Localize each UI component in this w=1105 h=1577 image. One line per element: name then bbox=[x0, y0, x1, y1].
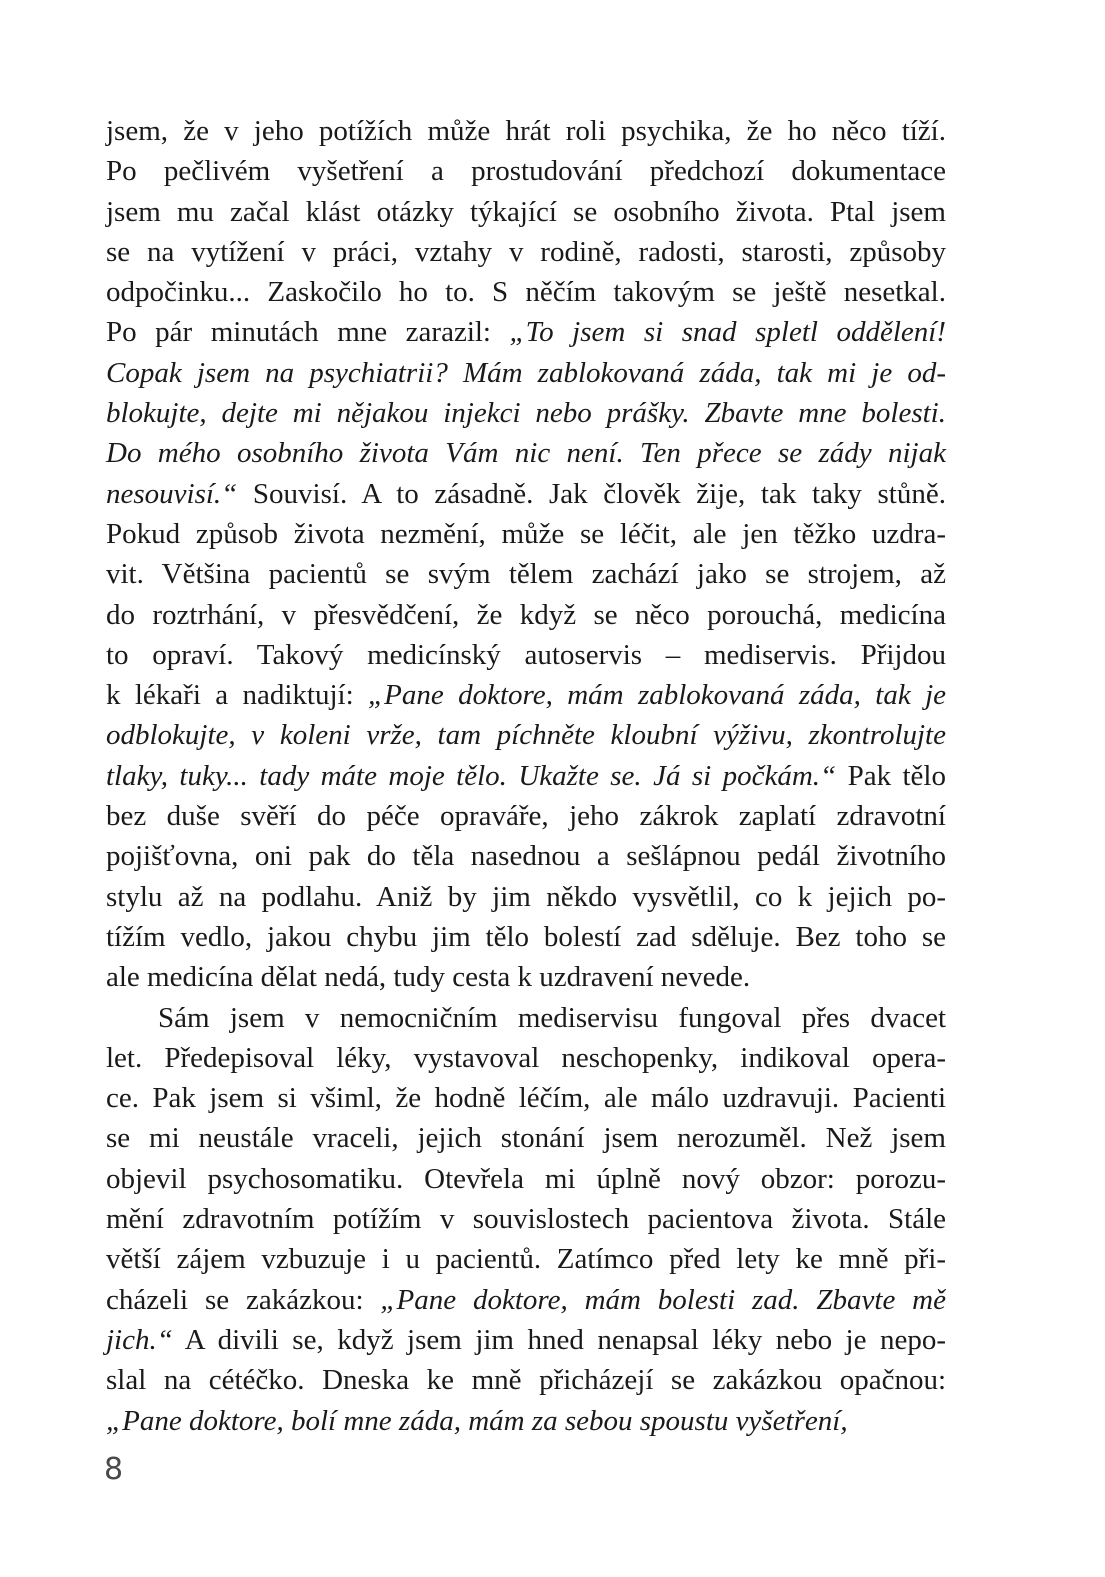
text-segment: pojišťovna, oni pak do těla nasednou a sešlápnou pedál životního bbox=[106, 840, 946, 873]
text-line bbox=[106, 1118, 946, 1158]
text-segment: stylu až na podlahu. Aniž by jim někdo vysvětlil, co k jejich po- bbox=[106, 880, 946, 913]
text-segment: bez duše svěří do péče opraváře, jeho zákrok zaplatí zdravotní bbox=[106, 800, 946, 833]
text-line bbox=[106, 272, 946, 312]
text-segment: A divili se, když jsem jim hned nenapsal léky nebo je nepo- bbox=[172, 1323, 946, 1356]
text-segment: do roztrhání, v přesvědčení, že když se něco porouchá, medicína bbox=[106, 598, 946, 631]
text-segment: se na vytížení v práci, vztahy v rodině, radosti, starosti, způsoby bbox=[106, 235, 946, 268]
italic-quote-segment: tlaky, tuky... tady máte moje tělo. Ukažte se. Já si počkám.“ bbox=[106, 759, 837, 792]
text-line bbox=[106, 877, 946, 917]
text-segment: to opraví. Takový medicínský autoservis – mediservis. Přijdou bbox=[106, 638, 946, 671]
text-line bbox=[106, 1320, 946, 1360]
text-segment: Pak tělo bbox=[836, 759, 946, 792]
text-line bbox=[106, 474, 946, 514]
text-line bbox=[106, 1038, 946, 1078]
italic-quote-segment: „Pane doktore, bolí mne záda, mám za sebou spoustu vyšetření, bbox=[106, 1404, 848, 1437]
italic-quote-segment: jich.“ bbox=[106, 1323, 173, 1356]
text-segment: tížím vedlo, jakou chybu jim tělo bolestí zad sděluje. Bez toho se bbox=[106, 920, 946, 953]
text-line bbox=[106, 353, 946, 393]
italic-quote-segment: „To jsem si snad spletl oddělení! bbox=[509, 316, 946, 349]
text-segment: Po pečlivém vyšetření a prostudování předchozí dokumentace bbox=[106, 155, 946, 188]
italic-quote-segment: blokujte, dejte mi nějakou injekci nebo prášky. Zbavte mne bolesti. bbox=[106, 397, 946, 430]
body-text bbox=[106, 111, 946, 1441]
text-segment: mění zdravotním potížím v souvislostech pacientova života. Stále bbox=[106, 1203, 946, 1236]
text-segment: vit. Většina pacientů se svým tělem zachází jako se strojem, až bbox=[106, 558, 946, 591]
text-segment: let. Předepisoval léky, vystavoval neschopenky, indikoval opera- bbox=[106, 1041, 946, 1074]
text-line bbox=[106, 393, 946, 433]
text-segment: Sám jsem v nemocničním mediservisu fungoval přes dvacet bbox=[158, 1001, 946, 1034]
text-segment: odpočinku... Zaskočilo ho to. S něčím takovým se ještě nesetkal. bbox=[106, 276, 946, 309]
page-number: 8 bbox=[104, 1452, 124, 1487]
text-line bbox=[106, 514, 946, 554]
text-segment: se mi neustále vraceli, jejich stonání jsem nerozuměl. Než jsem bbox=[106, 1122, 946, 1155]
text-line bbox=[106, 635, 946, 675]
text-segment: cházeli se zakázkou: bbox=[106, 1283, 381, 1316]
italic-quote-segment: Copak jsem na psychiatrii? Mám zablokovaná záda, tak mi je od- bbox=[106, 356, 946, 389]
italic-quote-segment: „Pane doktore, mám bolesti zad. Zbavte mě bbox=[380, 1283, 946, 1316]
text-segment: Souvisí. A to zásadně. Jak člověk žije, tak taky stůně. bbox=[237, 477, 946, 510]
text-line bbox=[106, 756, 946, 796]
text-line bbox=[106, 151, 946, 191]
text-line bbox=[106, 554, 946, 594]
text-line bbox=[106, 917, 946, 957]
text-line bbox=[106, 1401, 946, 1441]
text-line bbox=[106, 595, 946, 635]
text-line bbox=[106, 1199, 946, 1239]
text-line bbox=[106, 192, 946, 232]
text-segment: objevil psychosomatiku. Otevřela mi úplně nový obzor: porozu- bbox=[106, 1162, 946, 1195]
text-segment: ale medicína dělat nedá, tudy cesta k uzdravení nevede. bbox=[106, 961, 751, 994]
italic-quote-segment: Do mého osobního života Vám nic není. Ten přece se zády nijak bbox=[106, 437, 946, 470]
text-line bbox=[106, 957, 946, 997]
text-line bbox=[106, 312, 946, 352]
italic-quote-segment: „Pane doktore, mám zablokovaná záda, tak je bbox=[368, 679, 947, 712]
text-segment: Pokud způsob života nezmění, může se léčit, ale jen těžko uzdra- bbox=[106, 517, 946, 550]
text-line bbox=[106, 1239, 946, 1279]
text-segment: jsem, že v jeho potížích může hrát roli psychika, že ho něco tíží. bbox=[106, 115, 946, 147]
text-segment: Po pár minutách mne zarazil: bbox=[106, 316, 510, 349]
text-line bbox=[106, 433, 946, 473]
text-line bbox=[106, 715, 946, 755]
text-segment: slal na cétéčko. Dneska ke mně přicházejí se zakázkou opačnou: bbox=[106, 1364, 946, 1397]
text-line bbox=[106, 1159, 946, 1199]
text-line bbox=[106, 111, 946, 151]
text-line bbox=[106, 796, 946, 836]
text-line bbox=[106, 232, 946, 272]
text-line bbox=[106, 1360, 946, 1400]
text-line bbox=[106, 1280, 946, 1320]
text-segment: větší zájem vzbuzuje i u pacientů. Zatímco před lety ke mně při- bbox=[106, 1243, 946, 1276]
text-line bbox=[106, 998, 946, 1038]
text-segment: k lékaři a nadiktují: bbox=[106, 679, 368, 712]
italic-quote-segment: nesouvisí.“ bbox=[106, 477, 238, 510]
text-segment: jsem mu začal klást otázky týkající se osobního života. Ptal jsem bbox=[106, 195, 946, 228]
text-line bbox=[106, 675, 946, 715]
text-line bbox=[106, 1078, 946, 1118]
text-segment: ce. Pak jsem si všiml, že hodně léčím, ale málo uzdravuji. Pacienti bbox=[106, 1082, 946, 1115]
text-line bbox=[106, 836, 946, 876]
italic-quote-segment: odblokujte, v koleni vrže, tam píchněte kloubní výživu, zkontrolujte bbox=[106, 719, 946, 752]
